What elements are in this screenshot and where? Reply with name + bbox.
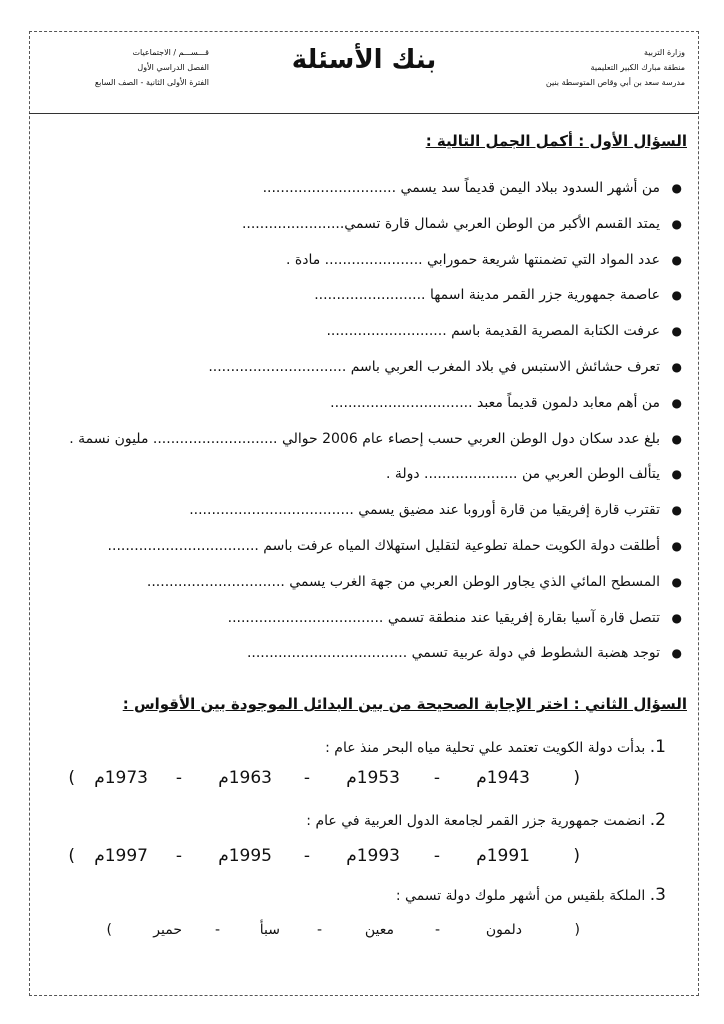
bullet-icon: ● [671, 467, 682, 482]
choice: 1963م [218, 768, 272, 788]
choice: دلمون [485, 922, 522, 938]
bullet-icon: ● [671, 646, 682, 661]
list-item: ● يتألف الوطن العربي من ..................... دولة . [30, 463, 660, 499]
bullet-icon: ● [671, 395, 682, 410]
list-item: ● عدد المواد التي تضمنتها شريعة حمورابي ...................... مادة . [30, 249, 660, 285]
separator: - [175, 846, 182, 866]
choice: 1953م [346, 768, 400, 788]
question-3 [396, 885, 666, 905]
separator: - [433, 768, 440, 788]
bullet-icon: ● [671, 503, 682, 518]
page-title: بنك الأسئلة [291, 45, 437, 75]
semester-label: الفصل الدراسي الأول [137, 63, 209, 72]
fill-in-list [30, 177, 682, 678]
list-item: ● تتصل قارة آسيا بقارة إفريقيا عند منطقة تسمي ................................... [30, 607, 660, 643]
period-label: الفترة الأولى الثانية - الصف السابع [94, 78, 209, 87]
bullet-icon: ● [671, 288, 682, 303]
choice: سبأ [259, 922, 280, 938]
list-item: ● من أشهر السدود ببلاد اليمن قديماً سد يسمي .............................. [30, 177, 660, 213]
choice: 1995م [218, 846, 272, 866]
question-text: الملكة بلقيس من أشهر ملوك دولة تسمي : [395, 888, 646, 904]
close-paren: ) [106, 922, 112, 938]
close-paren: ) [68, 768, 75, 788]
bullet-icon: ● [671, 181, 682, 195]
open-paren: ( [573, 768, 580, 788]
bullet-icon: ● [671, 252, 682, 267]
choice: 1997م [94, 846, 148, 866]
bullet-icon: ● [671, 610, 682, 625]
department-label: قـــســـم / الاجتماعيات [132, 48, 209, 57]
choices-2 [60, 846, 580, 876]
list-item: ● تعرف حشائش الاستبس في بلاد المغرب العربي باسم ............................... [30, 356, 660, 392]
separator: - [303, 846, 310, 866]
open-paren: ( [574, 922, 580, 938]
header-divider [29, 113, 699, 114]
separator: - [303, 768, 310, 788]
ministry-label: وزارة التربية [644, 48, 685, 57]
question-number: 3. [649, 885, 666, 905]
choice: 1991م [476, 846, 530, 866]
list-item: ● من أهم معابد دلمون قديماً معبد ................................ [30, 392, 660, 428]
bullet-icon: ● [671, 574, 682, 589]
open-paren: ( [573, 846, 580, 866]
question-number: 1. [649, 737, 666, 757]
choice: معين [364, 922, 394, 938]
section2-title: السؤال الثاني : اختر الإجابة الصحيحة من بين البدائل الموجودة بين الأقواس : [122, 695, 687, 713]
list-item: ● يمتد القسم الأكبر من الوطن العربي شمال قارة تسمي....................... [30, 213, 660, 249]
separator: - [316, 922, 322, 938]
choice: 1943م [476, 768, 530, 788]
bullet-icon: ● [671, 324, 682, 339]
section1-title: السؤال الأول : أكمل الجمل التالية : [425, 132, 687, 150]
list-item: ● توجد هضبة الشطوط في دولة عربية تسمي .................................... [30, 642, 660, 678]
choice: 1993م [346, 846, 400, 866]
question-1 [325, 737, 666, 757]
question-text: انضمت جمهورية جزر القمر لجامعة الدول العربية في عام : [306, 813, 646, 829]
bullet-icon: ● [671, 216, 682, 231]
close-paren: ) [68, 846, 75, 866]
list-item: ● عاصمة جمهورية جزر القمر مدينة اسمها ......................... [30, 284, 660, 320]
choice: حمير [153, 922, 182, 938]
separator: - [434, 922, 440, 938]
region-label: منطقة مبارك الكبير التعليمية [590, 63, 685, 72]
bullet-icon: ● [671, 538, 682, 553]
page-header [29, 31, 699, 113]
list-item: ● أطلقت دولة الكويت حملة تطوعية لتقليل استهلاك المياه عرفت باسم .................................. [30, 535, 660, 571]
separator: - [433, 846, 440, 866]
school-label: مدرسة سعد بن أبي وقاص المتوسطة بنين [545, 78, 685, 87]
bullet-icon: ● [671, 431, 682, 446]
class-info [59, 45, 209, 90]
question-text: بدأت دولة الكويت تعتمد علي تحلية مياه البحر منذ عام : [325, 740, 646, 756]
bullet-icon: ● [671, 359, 682, 374]
list-item: ● بلغ عدد سكان دول الوطن العربي حسب إحصاء عام 2006 حوالي ............................ مليون نسمة . [30, 428, 660, 464]
separator: - [175, 768, 182, 788]
question-number: 2. [649, 810, 666, 830]
choices-1 [60, 768, 580, 798]
list-item: ● تقترب قارة إفريقيا من قارة أوروبا عند مضيق يسمي ..................................... [30, 499, 660, 535]
separator: - [214, 922, 220, 938]
question-2 [306, 810, 666, 830]
list-item: ● المسطح المائي الذي يجاور الوطن العربي من جهة الغرب يسمي ............................... [30, 571, 660, 607]
choices-3 [60, 922, 580, 950]
choice: 1973م [94, 768, 148, 788]
list-item: ● عرفت الكتابة المصرية القديمة باسم ........................... [30, 320, 660, 356]
